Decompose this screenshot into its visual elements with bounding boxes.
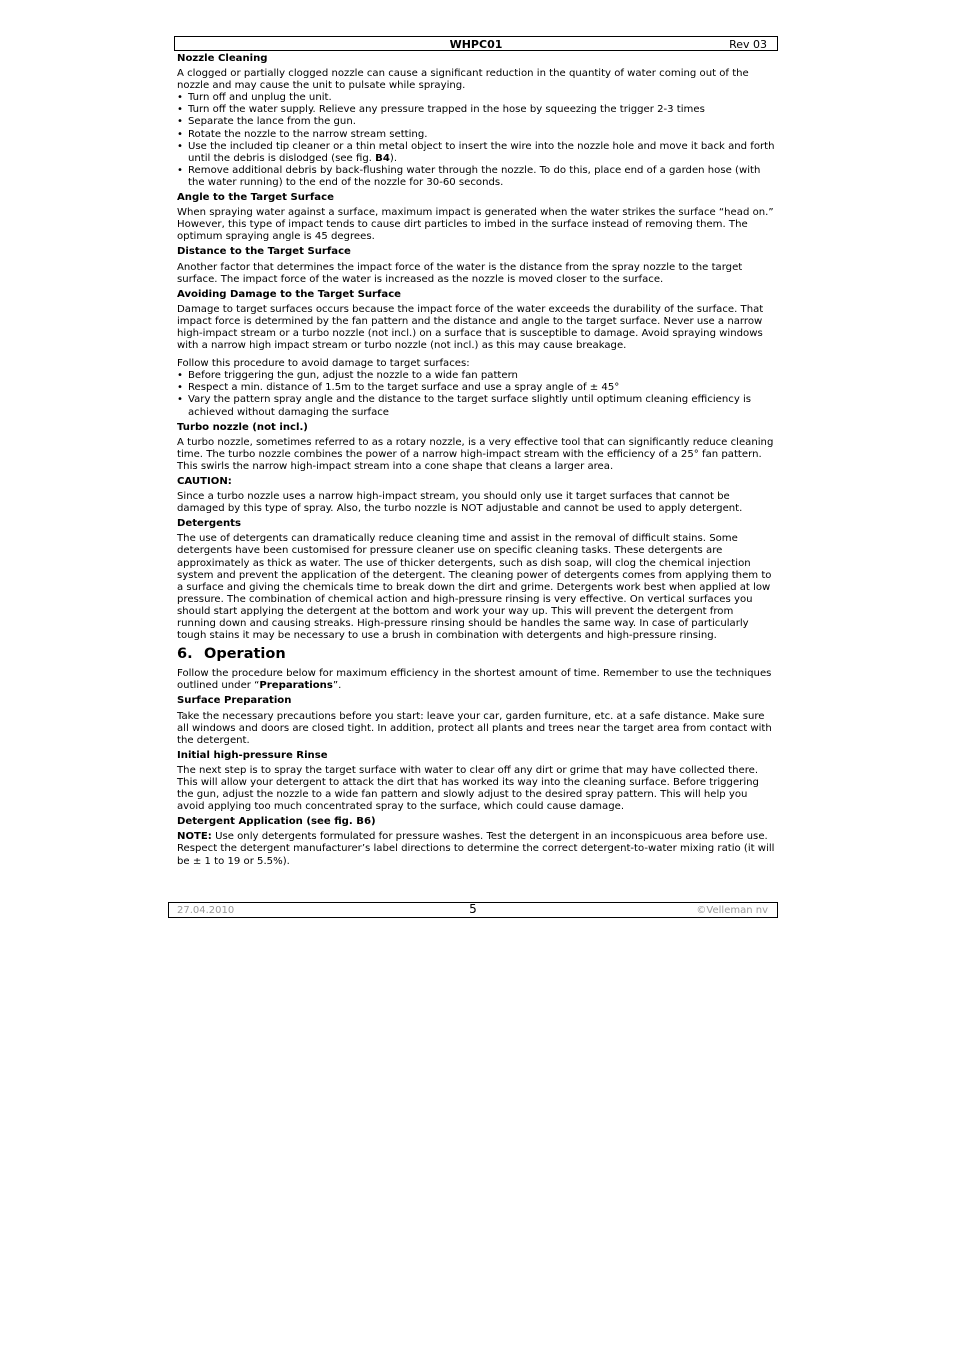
operation-intro-text: Follow the procedure below for maximum efficiency in the shortest amount of time. Remember to use the techniques outlined under “ [177, 668, 772, 692]
list-item: • Respect a min. distance of 1.5m to the target surface and use a spray angle of ± 45° [177, 382, 775, 394]
chapter-heading-operation [177, 645, 775, 663]
list-item-text: ). [389, 152, 398, 164]
nozzle-cleaning-list [177, 92, 775, 189]
footer-date: 27.04.2010 [177, 905, 235, 916]
list-item [177, 141, 775, 165]
list-item: • Rotate the nozzle to the narrow stream setting. [177, 129, 775, 141]
chapter-number: 6. [177, 646, 193, 663]
list-item: • Vary the pattern spray angle and the distance to the target surface slightly until optimum cleaning efficiency is achieved without damaging the surface [177, 394, 775, 418]
avoiding-damage-list [177, 370, 775, 418]
list-item: • Remove additional debris by back-flushing water through the nozzle. To do this, place end of a garden hose (with the water running) to the end of the nozzle for 30-60 seconds. [177, 165, 775, 189]
initial-rinse-text: The next step is to spray the target surface with water to clear off any dirt or grime that may have collected there. This will allow your detergent to attack the dirt that has worked its way into the cleaning surface. Before triggering the gun, adjust the nozzle to a wide fan pattern and slowly adjust to the desired spray pattern. This will help you avoid applying too much concentrated spray to the surface, which could cause damage. [177, 764, 759, 813]
section-title-detergent-application: Detergent Application (see fig. B6) [177, 816, 376, 828]
list-item: • Turn off the water supply. Relieve any pressure trapped in the hose by squeezing the trigger 2-3 times [177, 104, 775, 116]
turbo-nozzle-text: A turbo nozzle, sometimes referred to as a rotary nozzle, is a very effective tool that can significantly reduce cleaning time. The turbo nozzle combines the power of a narrow high-impact stream with the efficiency of a 25° fan pattern. This swirls the narrow high-impact stream into a cone shape that cleans a larger area. [177, 436, 774, 472]
preparations-ref: Preparations [259, 680, 333, 692]
note-text: Use only detergents formulated for pressure washes. Test the detergent in an inconspicuous area before use. [211, 831, 768, 843]
surface-preparation-text: Take the necessary precautions before you start: leave your car, garden furniture, etc. at a safe distance. Make sure all windows and doors are closed tight. In addition, protect all plants and trees near the target area from contact with the detergent. [177, 710, 772, 746]
section-title-distance: Distance to the Target Surface [177, 246, 351, 258]
distance-text: Another factor that determines the impact force of the water is the distance from the spray nozzle to the target surface. The impact force of the water is increased as the nozzle is moved closer to the surface. [177, 261, 743, 285]
page-number: 5 [469, 902, 477, 916]
page-footer [168, 902, 778, 918]
avoiding-damage-procedure: Follow this procedure to avoid damage to target surfaces: [177, 358, 470, 370]
section-title-angle: Angle to the Target Surface [177, 192, 334, 204]
section-title-detergents: Detergents [177, 518, 241, 530]
section-title-avoiding-damage: Avoiding Damage to the Target Surface [177, 288, 402, 300]
operation-intro-end: ”. [332, 680, 342, 692]
list-item-text: Use the included tip cleaner or a thin metal object to insert the wire into the nozzle hole and move it back and forth until the debris is dislodged (see fig. [188, 140, 775, 164]
angle-text: When spraying water against a surface, maximum impact is generated when the water strikes the surface “head on.” However, this type of impact tends to cause dirt particles to imbed in the surface instead of removing them. The optimum spraying angle is 45 degrees. [177, 207, 774, 243]
chapter-title: Operation [204, 646, 286, 663]
caution-text: Since a turbo nozzle uses a narrow high-impact stream, you should only use it target surfaces that cannot be damaged by this type of spray. Also, the turbo nozzle is NOT adjustable and cannot be used to apply detergent. [177, 491, 743, 515]
section-title-surface-preparation: Surface Preparation [177, 695, 292, 707]
detergents-text: The use of detergents can dramatically reduce cleaning time and assist in the removal of difficult stains. Some detergents have been customised for pressure cleaner use on specific cleaning tasks. These detergents are approximately as thick as water. The use of thicker detergents, such as dish soap, will clog the chemical injection system and prevent the application of the detergent. The cleaning power of detergents comes from applying them to a surface and giving the chemicals time to break down the dirt and grime. Detergents work best when applied at low pressure. The combination of chemical action and high-pressure rinsing is very effective. On vertical surfaces you should start applying the detergent at the bottom and work your way up. This will prevent the detergent from running down and causing streaks. High-pressure rinsing should be handles the same way. In case of particularly tough stains it may be necessary to use a brush in combination with detergents and high-pressure rinsing. [177, 533, 772, 642]
document-body [177, 53, 775, 871]
avoiding-damage-text: Damage to target surfaces occurs because the impact force of the water exceeds the durability of the surface. That impact force is determined by the fan pattern and the distance and angle to the target surface. Never use a narrow high-impact stream or a turbo nozzle (not incl.) on a surface that is susceptible to damage. Avoid spraying windows with a narrow high impact stream or turbo nozzle (not incl.) as this may cause breakage. [177, 303, 764, 352]
nozzle-cleaning-intro: A clogged or partially clogged nozzle can cause a significant reduction in the quantity of water coming out of the nozzle and may cause the unit to pulsate while spraying. [177, 68, 749, 92]
section-title-caution: CAUTION: [177, 476, 232, 487]
list-item: • Before triggering the gun, adjust the nozzle to a wide fan pattern [177, 370, 775, 382]
section-title-initial-rinse: Initial high-pressure Rinse [177, 749, 328, 761]
note-label: NOTE: [177, 831, 212, 843]
detergent-ratio-text: Respect the detergent manufacturer’s label directions to determine the correct detergent-to-water mixing ratio (it will be ± 1 to 19 or 5.5%). [177, 843, 775, 867]
footer-copyright: ©Velleman nv [696, 905, 768, 916]
list-item: • Separate the lance from the gun. [177, 116, 775, 128]
list-item: • Turn off and unplug the unit. [177, 92, 775, 104]
section-title-nozzle-cleaning: Nozzle Cleaning [177, 53, 268, 64]
model-number: WHPC01 [449, 38, 503, 51]
section-title-turbo-nozzle: Turbo nozzle (not incl.) [177, 421, 308, 433]
page-header [174, 36, 778, 51]
detergent-note [177, 831, 775, 843]
operation-intro [177, 668, 775, 692]
revision: Rev 03 [729, 38, 767, 51]
figure-ref: B4 [375, 152, 390, 164]
